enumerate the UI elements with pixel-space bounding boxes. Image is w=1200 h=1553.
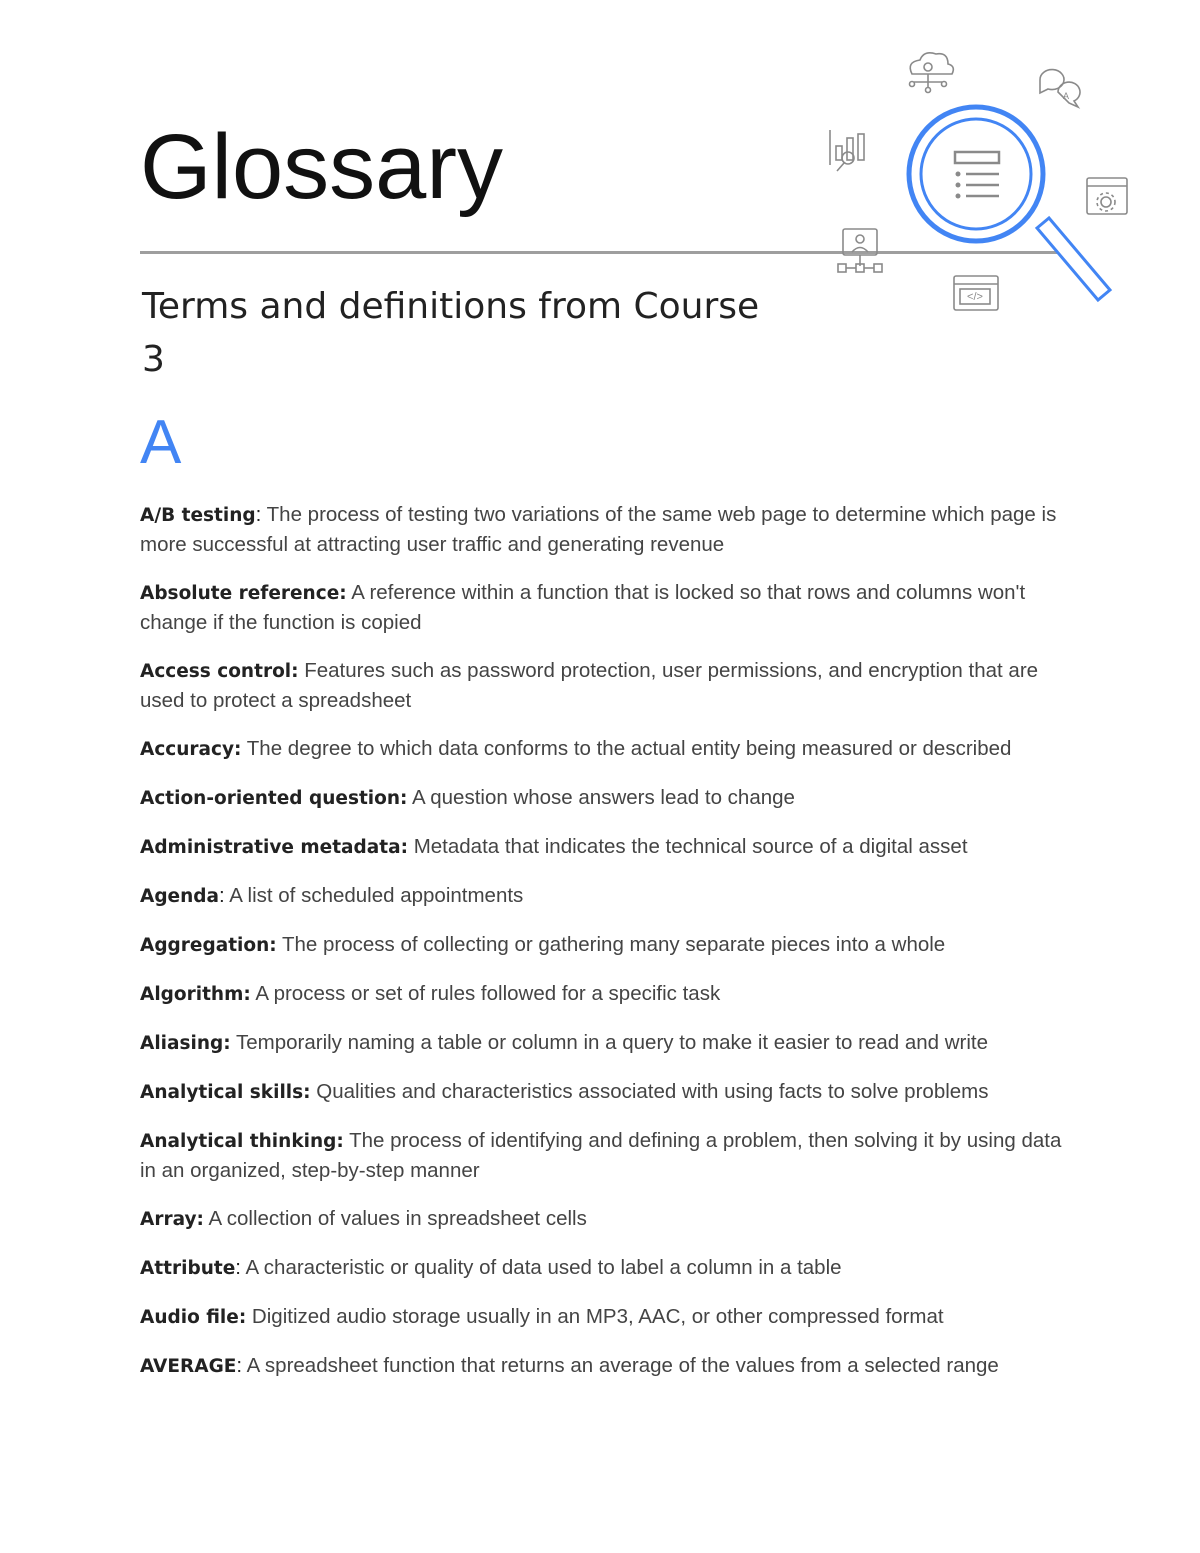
section-letter: A: [140, 408, 182, 477]
glossary-term: Audio file:: [140, 1307, 247, 1328]
glossary-entry: [140, 1126, 1070, 1185]
glossary-term: Accuracy:: [140, 739, 242, 760]
glossary-definition: Temporarily naming a table or column in a query to make it easier to read and write: [230, 1031, 989, 1054]
glossary-entry: [140, 1351, 1070, 1381]
glossary-term: AVERAGE: [140, 1356, 237, 1377]
glossary-definition: The process of testing two variations of the same web page to determine which page is more successful at attracting user traffic and generating revenue: [140, 503, 1057, 556]
term-separator: :: [255, 503, 262, 526]
chat-label: A: [1063, 91, 1070, 101]
hero-illustration: [820, 40, 1140, 330]
glossary-entry: [140, 1302, 1070, 1332]
glossary-term: A/B testing: [140, 505, 256, 526]
chat-bubbles-icon: [1040, 70, 1080, 107]
glossary-term: Agenda: [140, 886, 220, 907]
glossary-definition: A reference within a function that is locked so that rows and columns won't change if the function is copied: [140, 581, 1026, 634]
user-hierarchy-icon: [838, 229, 882, 272]
glossary-entry: [140, 930, 1070, 960]
glossary-definition: The degree to which data conforms to the actual entity being measured or described: [241, 737, 1012, 760]
glossary-term: Analytical skills:: [140, 1082, 311, 1103]
glossary-entry: [140, 979, 1070, 1009]
glossary-term: Aliasing:: [140, 1033, 231, 1054]
glossary-term: Algorithm:: [140, 984, 251, 1005]
glossary-entry: [140, 1204, 1070, 1234]
code-label: </>: [967, 291, 983, 303]
glossary-definition: A process or set of rules followed for a specific task: [250, 982, 721, 1005]
glossary-entry: [140, 1077, 1070, 1107]
glossary-definition: The process of collecting or gathering many separate pieces into a whole: [276, 933, 946, 956]
glossary-definition: A question whose answers lead to change: [407, 786, 795, 809]
glossary-entry: [140, 734, 1070, 764]
glossary-entry: [140, 1253, 1070, 1283]
glossary-entry: [140, 578, 1070, 637]
glossary-term: Attribute: [140, 1258, 236, 1279]
glossary-term: Absolute reference:: [140, 583, 347, 604]
glossary-term: Analytical thinking:: [140, 1131, 344, 1152]
glossary-term: Array:: [140, 1209, 204, 1230]
magnifier-list-icon: [909, 107, 1110, 300]
glossary-term: Administrative metadata:: [140, 837, 408, 858]
glossary-entry: [140, 500, 1070, 559]
glossary-term: Action-oriented question:: [140, 788, 408, 809]
code-window-icon: [954, 276, 998, 310]
glossary-definition: Features such as password protection, user permissions, and encryption that are used to protect a spreadsheet: [140, 659, 1039, 712]
term-separator: :: [235, 1256, 241, 1279]
glossary-definition: A characteristic or quality of data used to label a column in a table: [240, 1256, 842, 1279]
page-title: Glossary: [140, 116, 503, 218]
gear-window-icon: [1087, 178, 1127, 214]
glossary-entry: [140, 1028, 1070, 1058]
glossary-term: Aggregation:: [140, 935, 277, 956]
glossary-entry: [140, 832, 1070, 862]
cloud-network-icon: [910, 53, 954, 93]
glossary-entry: [140, 881, 1070, 911]
glossary-definition: Qualities and characteristics associated with using facts to solve problems: [310, 1080, 989, 1103]
glossary-term: Access control:: [140, 661, 299, 682]
glossary-entry: [140, 783, 1070, 813]
glossary-definition: A collection of values in spreadsheet cells: [203, 1207, 587, 1230]
page-subtitle: Terms and definitions from Course 3: [142, 286, 760, 380]
glossary-list: [140, 500, 1070, 1400]
glossary-definition: The process of identifying and defining a problem, then solving it by using data in an organized, step-by-step manner: [140, 1129, 1062, 1182]
glossary-entry: [140, 656, 1070, 715]
glossary-definition: Metadata that indicates the technical source of a digital asset: [408, 835, 968, 858]
bar-chart-search-icon: [830, 130, 864, 171]
glossary-definition: A list of scheduled appointments: [224, 884, 524, 907]
term-separator: :: [219, 884, 225, 907]
term-separator: :: [236, 1354, 243, 1377]
glossary-definition: A spreadsheet function that returns an average of the values from a selected range: [242, 1354, 999, 1377]
glossary-definition: Digitized audio storage usually in an MP3, AAC, or other compressed format: [246, 1305, 944, 1328]
